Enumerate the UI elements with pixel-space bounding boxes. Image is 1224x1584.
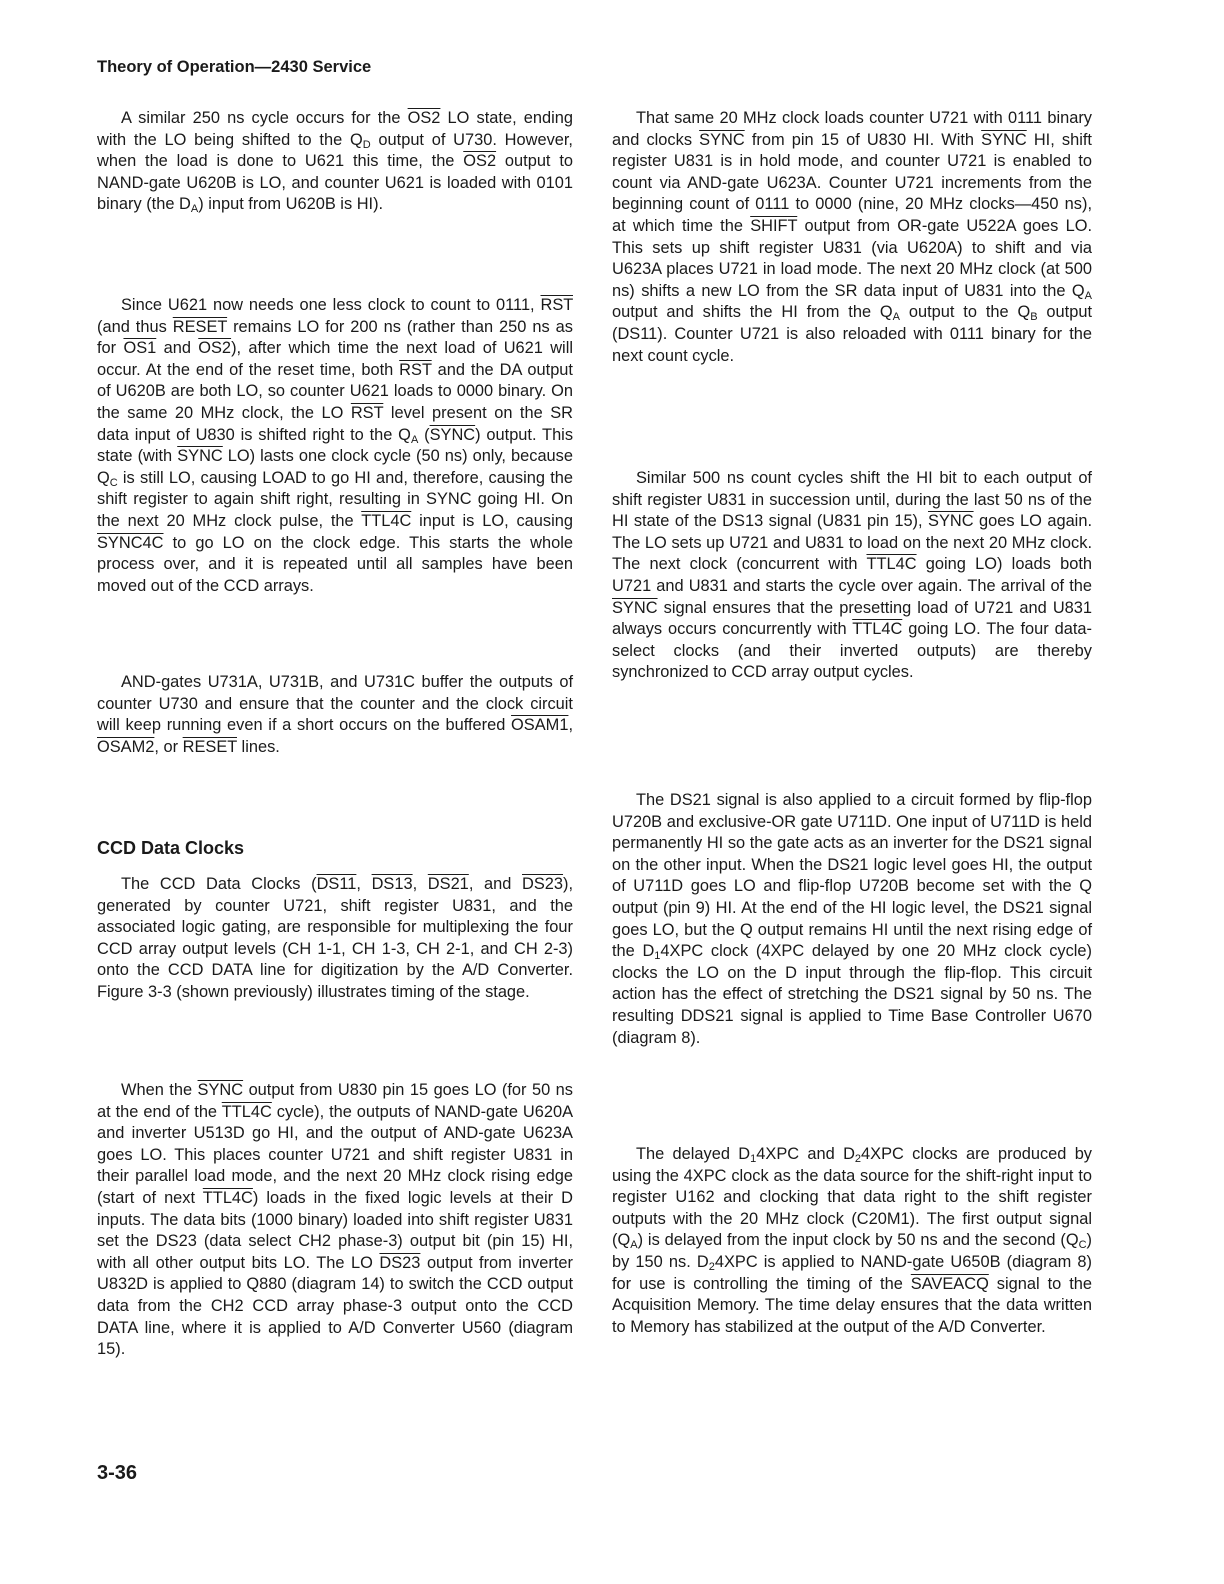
text-run: Since U621 now needs one less clock to count to 0111, bbox=[121, 296, 541, 314]
text-run: is still LO, causing LOAD to go HI and, therefore, causing the shift register to again shift right, resulting in SYNC going HI. On the next 20 MHz clock pulse, the bbox=[97, 468, 573, 530]
signal-name: OS2 bbox=[407, 109, 441, 127]
right-paragraph-3 bbox=[612, 790, 1092, 1049]
text-run: 4XPC and D bbox=[756, 1145, 855, 1163]
signal-name: TTL4C bbox=[866, 555, 917, 574]
text-run: AND-gates U731A, U731B, and U731C buffer the outputs of counter U730 and ensure that the counter and the clock circuit will keep running even if a short occurs on the buffered bbox=[97, 673, 573, 735]
signal-name: OSAM1 bbox=[511, 716, 569, 735]
text-run: goes LO again. The LO sets up U721 and U831 to load on the next 20 MHz clock. The next clock (concurrent with bbox=[612, 512, 1092, 574]
text-run: Similar 500 ns count cycles shift the HI bit to each output of shift register U831 in succession until, during the last 50 ns of the HI state of the DS13 signal (U831 pin 15), bbox=[612, 469, 1092, 531]
subscript: A bbox=[1084, 289, 1092, 302]
text-run: ), generated by counter U721, shift register U831, and the associated logic gating, are responsible for multiplexing the four CCD array output levels (CH 1-1, CH 1-3, CH 2-1, and CH 2-3) onto the CCD DATA line for digitization by the A/D Converter. Figure 3-3 (shown previously) illustrates timing of the stage. bbox=[97, 875, 574, 1001]
signal-name: DS23 bbox=[379, 1253, 421, 1272]
text-run: output from OR-gate U522A goes LO. This sets up shift register U831 (via U620A) to shift and via U623A places U721 in load mode. The next 20 MHz clock (at 500 ns) shifts a new LO from the SR data input of U831 into the Q bbox=[612, 216, 1092, 300]
text-run: ) is delayed from the input clock by 50 ns and the second (Q bbox=[637, 1231, 1079, 1250]
text-run: output to the Q bbox=[900, 303, 1031, 322]
subscript: A bbox=[410, 433, 419, 446]
text-run: 4XPC clocks are produced by using the 4XPC clock as the data source for the shift-right input to register U162 and clocking that data right to the shift register outputs with the 20 MHz clock (C20M1). The first output signal (Q bbox=[612, 1145, 1093, 1250]
text-run: output of U730. However, when the load is done to U621 this time, the bbox=[97, 130, 573, 171]
text-run: signal ensures that the presetting load of U721 and U831 always occurs concurrently with bbox=[612, 598, 1092, 639]
signal-name: OS2 bbox=[463, 152, 497, 171]
left-paragraph-3 bbox=[97, 672, 573, 758]
signal-name: OS1 bbox=[123, 339, 157, 358]
signal-name: SHIFT bbox=[750, 216, 798, 235]
text-run: , or bbox=[154, 737, 183, 756]
subscript: C bbox=[1078, 1239, 1087, 1252]
text-run: , bbox=[568, 716, 573, 735]
text-run: output and shifts the HI from the Q bbox=[612, 303, 893, 322]
text-run: from pin 15 of U830 HI. With bbox=[744, 130, 982, 149]
signal-name: SAVEACQ bbox=[910, 1274, 989, 1293]
text-run: (and thus bbox=[97, 317, 173, 336]
signal-name: OSAM2 bbox=[97, 737, 155, 756]
text-run: lines. bbox=[237, 737, 280, 756]
signal-name: TTL4C bbox=[221, 1102, 272, 1121]
signal-name: DS21 bbox=[427, 875, 469, 893]
page-number: 3-36 bbox=[97, 1462, 138, 1484]
right-paragraph-1 bbox=[612, 108, 1092, 367]
text-run: output (DS11). Counter U721 is also reloaded with 0111 binary for the next count cycle. bbox=[612, 303, 1093, 365]
text-run: level present on the SR data input of U830 is shifted right to the Q bbox=[97, 403, 573, 444]
text-run: When the bbox=[121, 1081, 198, 1099]
subscript: 1 bbox=[654, 950, 661, 963]
subscript: 1 bbox=[750, 1153, 757, 1165]
signal-name: SYNC bbox=[928, 512, 974, 531]
signal-name: DS13 bbox=[371, 875, 413, 893]
left-paragraph-1 bbox=[97, 108, 573, 216]
section-heading: CCD Data Clocks bbox=[97, 838, 245, 858]
signal-name: SYNC bbox=[429, 425, 476, 444]
text-run: and the DA output of U620B are both LO, so counter U621 loads to 0000 binary. On the same 20 MHz clock, the LO bbox=[97, 360, 573, 422]
subscript: D bbox=[362, 138, 371, 151]
text-run: ) loads in the fixed logic levels at their D inputs. The data bits (1000 binary) loaded into shift register U831 set the DS23 (data select CH2 phase-3) output bit (pin 15) HI, with all other output bits LO. The LO bbox=[97, 1188, 573, 1272]
running-header: Theory of Operation—2430 Service bbox=[97, 58, 372, 76]
signal-name: DS23 bbox=[522, 875, 564, 893]
subscript: A bbox=[190, 203, 199, 216]
subscript: A bbox=[630, 1239, 638, 1252]
text-run: LO) lasts one clock cycle (50 ns) only, because Q bbox=[97, 447, 573, 487]
text-run: cycle), the outputs of NAND-gate U620A and inverter U513D go HI, and the output of AND-gate U623A goes LO. This places counter U721 and shift register U831 in their parallel load mode, and the next 20 MHz clock rising edge (start of next bbox=[97, 1102, 573, 1207]
text-run: , bbox=[412, 875, 428, 893]
text-run: signal to the Acquisition Memory. The time delay ensures that the data written to Memory has stabilized at the output of the A/D Converter. bbox=[612, 1274, 1092, 1336]
text-run: HI, shift register U831 is in hold mode, and counter U721 is enabled to count via AND-gate U623A. Counter U721 increments from the beginning count of 0111 to 0000 (nine, 20 MHz clocks—450 ns), at which time the bbox=[612, 130, 1092, 235]
subscript: A bbox=[892, 311, 901, 324]
text-run: output from inverter U832D is applied to Q880 (diagram 14) to switch the CCD output data from the CH2 CCD array phase-3 output onto the CCD DATA line, where it is applied to A/D Converter U560 (diagram 15). bbox=[97, 1253, 573, 1359]
left-paragraph-2 bbox=[97, 295, 573, 597]
text-run: That same 20 MHz clock loads counter U721 with 0111 binary and clocks bbox=[612, 109, 1092, 149]
text-run: output from U830 pin 15 goes LO (for 50 ns at the end of the bbox=[97, 1081, 573, 1121]
signal-name: $\overline{RST}$ bbox=[540, 296, 573, 314]
text-run: ( bbox=[418, 425, 430, 444]
text-run: LO state, ending with the LO being shifted to the Q bbox=[97, 109, 573, 149]
signal-name: TTL4C bbox=[202, 1188, 253, 1207]
text-run: and bbox=[156, 339, 199, 358]
text-run: output to NAND-gate U620B is LO, and counter U621 is loaded with 0101 binary (the D bbox=[97, 152, 573, 214]
left-paragraph-5 bbox=[97, 1080, 573, 1361]
signal-name: SYNC bbox=[177, 447, 223, 466]
signal-name: RESET bbox=[182, 737, 237, 756]
left-paragraph-4 bbox=[97, 874, 573, 1004]
text-run: ) by 150 ns. D bbox=[612, 1231, 1092, 1271]
signal-name: RESET bbox=[172, 317, 228, 336]
signal-name: SYNC4C bbox=[97, 533, 164, 552]
text-run: ) input from U620B is HI). bbox=[198, 195, 384, 214]
signal-name: SYNC bbox=[197, 1081, 244, 1099]
text-run: ) output. This state (with bbox=[97, 425, 574, 466]
right-paragraph-2 bbox=[612, 468, 1092, 684]
text-run: going LO. The four data-select clocks (and their inverted outputs) are thereby synchronized to CCD array output cycles. bbox=[612, 620, 1092, 682]
text-run: to go LO on the clock edge. This starts the whole process over, and it is repeated until all samples have been moved out of the CCD arrays. bbox=[97, 533, 573, 595]
text-run: The CCD Data Clocks ( bbox=[121, 875, 317, 893]
text-run: ), after which time the next load of U621 will occur. At the end of the reset time, both bbox=[97, 339, 573, 379]
text-run: , bbox=[356, 875, 372, 893]
text-run: going LO) loads both U721 and U831 and starts the cycle over again. The arrival of the bbox=[612, 555, 1092, 595]
signal-name: $\overline{RST}$ bbox=[350, 403, 384, 422]
signal-name: TTL4C bbox=[852, 620, 903, 639]
text-run: input is LO, causing bbox=[411, 511, 573, 530]
subscript: C bbox=[109, 476, 118, 489]
right-paragraph-4 bbox=[612, 1144, 1092, 1338]
text-run: 4XPC is applied to NAND-gate U650B (diagram 8) for use is controlling the timing of the bbox=[612, 1252, 1092, 1293]
text-run: remains LO for 200 ns (rather than 250 ns as for bbox=[97, 317, 573, 358]
signal-name: TTL4C bbox=[361, 511, 412, 530]
signal-name: SYNC bbox=[699, 130, 745, 149]
text-run: , and bbox=[468, 875, 522, 893]
signal-name: SYNC bbox=[981, 130, 1027, 149]
subscript: 2 bbox=[854, 1153, 862, 1165]
subscript: B bbox=[1030, 311, 1038, 324]
signal-name: $\overline{RST}$ bbox=[399, 360, 432, 379]
signal-name: SYNC bbox=[612, 598, 658, 617]
signal-name: DS11 bbox=[316, 875, 357, 893]
signal-name: OS2 bbox=[198, 339, 232, 358]
text-run: The delayed D bbox=[636, 1145, 751, 1163]
text-run: The DS21 signal is also applied to a circuit formed by flip-flop U720B and exclusive-OR gate U711D. One input of U711D is held permanently HI so the gate acts as an inverter for the DS21 signal on the other input. When the DS21 logic level goes HI, the output of U711D goes LO and flip-flop U720B become set with the Q output (pin 9) HI. At the end of the HI logic level, the DS21 signal goes LO, but the Q output remains HI until the next rising edge of the D bbox=[612, 791, 1092, 961]
text-run: A similar 250 ns cycle occurs for the bbox=[121, 109, 408, 127]
subscript: 2 bbox=[708, 1260, 715, 1273]
text-run: 4XPC clock (4XPC delayed by one 20 MHz clock cycle) clocks the LO on the D input through the flip-flop. This circuit action has the effect of stretching the DS21 signal by 50 ns. The resulting DDS21 signal is applied to Time Base Controller U670 (diagram 8). bbox=[612, 942, 1092, 1047]
